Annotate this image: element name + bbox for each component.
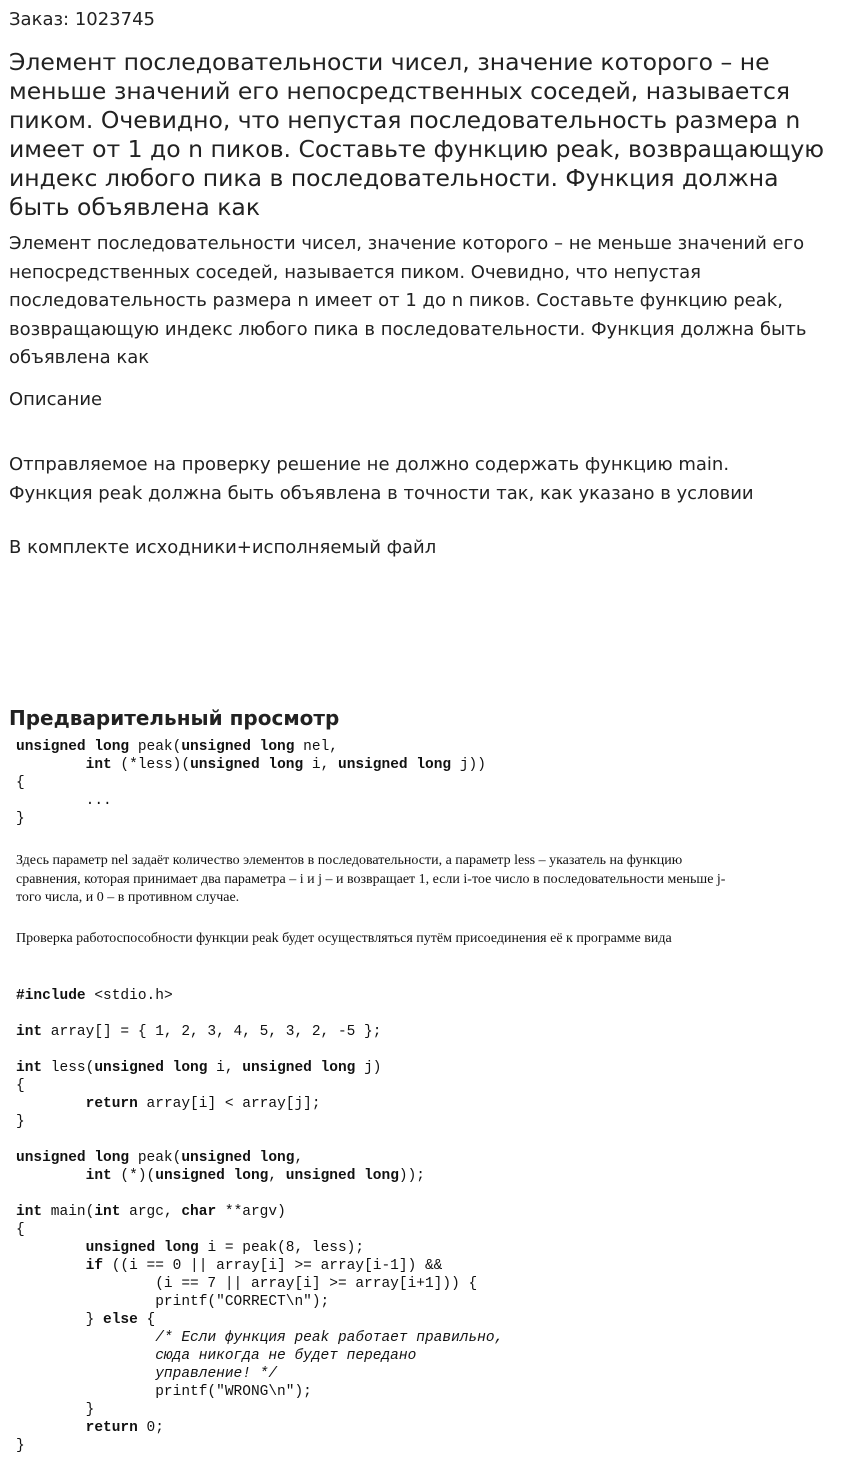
code-line	[16, 792, 486, 810]
submission-note-line-2: Функция peak должна быть объявлена в точности так, как указано в условии	[9, 482, 754, 504]
code-keyword: return	[85, 1420, 138, 1436]
code-keyword: unsigned long	[85, 1240, 199, 1256]
code-text	[16, 1330, 155, 1346]
code-text: j))	[451, 757, 486, 773]
kit-note: В комплекте исходники+исполняемый файл	[9, 537, 437, 558]
code-text: }	[16, 1438, 25, 1454]
code-keyword: unsigned long	[285, 1168, 399, 1184]
code-text: **argv)	[216, 1204, 286, 1220]
code-keyword: int	[16, 1204, 43, 1220]
code-line	[16, 774, 486, 792]
code-text: }	[16, 1402, 95, 1418]
code-keyword: unsigned long	[94, 1060, 208, 1076]
code-text: array[] = { 1, 2, 3, 4, 5, 3, 2, -5 };	[42, 1024, 382, 1040]
code-line	[16, 1077, 503, 1095]
code-comment: сюда никогда не будет передано	[155, 1348, 417, 1364]
code-keyword: unsigned long	[16, 739, 130, 755]
code-text: main(	[42, 1204, 95, 1220]
code-line	[16, 1167, 503, 1185]
function-signature-code	[16, 738, 486, 828]
code-keyword: int	[85, 1168, 112, 1184]
code-text: i,	[303, 757, 338, 773]
code-line	[16, 1329, 503, 1347]
code-text: <stdio.h>	[85, 988, 173, 1004]
code-keyword: unsigned long	[338, 757, 452, 773]
preview-heading: Предварительный просмотр	[9, 706, 340, 730]
order-number: Заказ: 1023745	[9, 9, 155, 30]
code-text: ((i == 0 || array[i] >= array[i-1]) &&	[103, 1258, 443, 1274]
code-text: (i == 7 || array[i] >= array[i+1])) {	[16, 1276, 478, 1292]
code-comment: управление! */	[155, 1366, 278, 1382]
description-heading: Описание	[9, 389, 103, 410]
code-line	[16, 987, 503, 1005]
code-text	[16, 1168, 86, 1184]
code-line	[16, 1131, 503, 1149]
code-text: (*)(	[111, 1168, 156, 1184]
code-line	[16, 738, 486, 756]
code-keyword: int	[16, 1060, 43, 1076]
code-line	[16, 1365, 503, 1383]
code-text: printf("WRONG\n");	[16, 1384, 312, 1400]
code-line	[16, 1401, 503, 1419]
code-keyword: int	[94, 1204, 121, 1220]
code-line	[16, 756, 486, 774]
code-keyword: unsigned long	[181, 739, 295, 755]
code-line	[16, 1383, 503, 1401]
code-text: ...	[16, 793, 112, 809]
code-keyword: else	[103, 1312, 138, 1328]
code-text: }	[16, 1312, 104, 1328]
code-line	[16, 1437, 503, 1455]
code-keyword: unsigned long	[155, 1168, 269, 1184]
code-keyword: unsigned long	[181, 1150, 295, 1166]
code-line	[16, 1293, 503, 1311]
code-keyword: unsigned long	[16, 1150, 130, 1166]
code-line	[16, 1023, 503, 1041]
test-program-code	[16, 987, 503, 1455]
code-keyword: int	[16, 1024, 43, 1040]
code-text	[16, 1258, 86, 1274]
code-text: peak(	[129, 1150, 182, 1166]
code-text: {	[16, 1078, 25, 1094]
code-text	[16, 1240, 86, 1256]
code-text: i,	[207, 1060, 243, 1076]
task-summary: Элемент последовательности чисел, значение которого – не меньше значений его непосредственных соседей, называется пиком. Очевидно, что непустая последовательность размера n имеет от 1 до n пиков. Составьте функцию peak, возвращающую индекс любого пика в последовательности. Функция должна быть объявлена как	[9, 233, 807, 368]
code-line	[16, 1419, 503, 1437]
code-text: nel,	[294, 739, 338, 755]
code-text	[16, 1096, 86, 1112]
task-title: Элемент последовательности чисел, значение которого – не меньше значений его непосредственных соседей, называется пиком. Очевидно, что непустая последовательность размера n имеет от 1 до n пиков. Составьте функцию peak, возвращающую индекс любого пика в последовательности. Функция должна быть объявлена как	[9, 48, 825, 221]
parameter-description: Здесь параметр nel задаёт количество элементов в последовательности, а параметр less – указатель на функцию сравнения, которая принимает два параметра – i и j – и возвращает 1, если i-тое число в последовательности меньше j-того числа, и 0 – в противном случае.	[16, 853, 726, 905]
code-keyword: unsigned long	[190, 757, 304, 773]
code-line	[16, 1113, 503, 1131]
code-line	[16, 1203, 503, 1221]
code-text	[16, 1420, 86, 1436]
code-text: {	[16, 775, 25, 791]
code-line	[16, 1185, 503, 1203]
code-comment: /* Если функция peak работает правильно,	[155, 1330, 504, 1346]
code-text: j)	[355, 1060, 382, 1076]
code-text: i = peak(8, less);	[198, 1240, 365, 1256]
code-line	[16, 1149, 503, 1167]
code-text: ,	[294, 1150, 304, 1166]
code-text: argc,	[120, 1204, 182, 1220]
submission-note-line-1: Отправляемое на проверку решение не должно содержать функцию main.	[9, 454, 730, 475]
code-text: ));	[398, 1168, 426, 1184]
code-text: }	[16, 811, 25, 827]
code-text: array[i] < array[j];	[137, 1096, 321, 1112]
code-text	[16, 1366, 155, 1382]
code-line	[16, 1239, 503, 1257]
code-text: 0;	[137, 1420, 164, 1436]
code-line	[16, 1059, 503, 1077]
code-keyword: int	[85, 757, 112, 773]
code-line	[16, 1005, 503, 1023]
code-text: less(	[42, 1060, 95, 1076]
code-line	[16, 1275, 503, 1293]
code-text	[16, 757, 86, 773]
code-text: peak(	[129, 739, 182, 755]
code-keyword: char	[181, 1204, 217, 1220]
code-text: (*less)(	[111, 757, 191, 773]
code-text: }	[16, 1114, 25, 1130]
code-line	[16, 810, 486, 828]
code-keyword: return	[85, 1096, 138, 1112]
code-keyword: unsigned long	[242, 1060, 356, 1076]
code-text: {	[16, 1222, 25, 1238]
code-text: {	[137, 1312, 156, 1328]
code-line	[16, 1041, 503, 1059]
code-line	[16, 1311, 503, 1329]
code-line	[16, 1221, 503, 1239]
code-line	[16, 1347, 503, 1365]
submission-note	[9, 451, 839, 508]
code-line	[16, 1257, 503, 1275]
test-program-intro: Проверка работоспособности функции peak будет осуществляться путём присоединения её к программе вида	[16, 931, 672, 946]
code-line	[16, 1095, 503, 1113]
code-keyword: #include	[16, 988, 86, 1004]
code-text: ,	[268, 1168, 286, 1184]
code-text	[16, 1348, 155, 1364]
code-keyword: if	[85, 1258, 104, 1274]
code-text: printf("CORRECT\n");	[16, 1294, 330, 1310]
